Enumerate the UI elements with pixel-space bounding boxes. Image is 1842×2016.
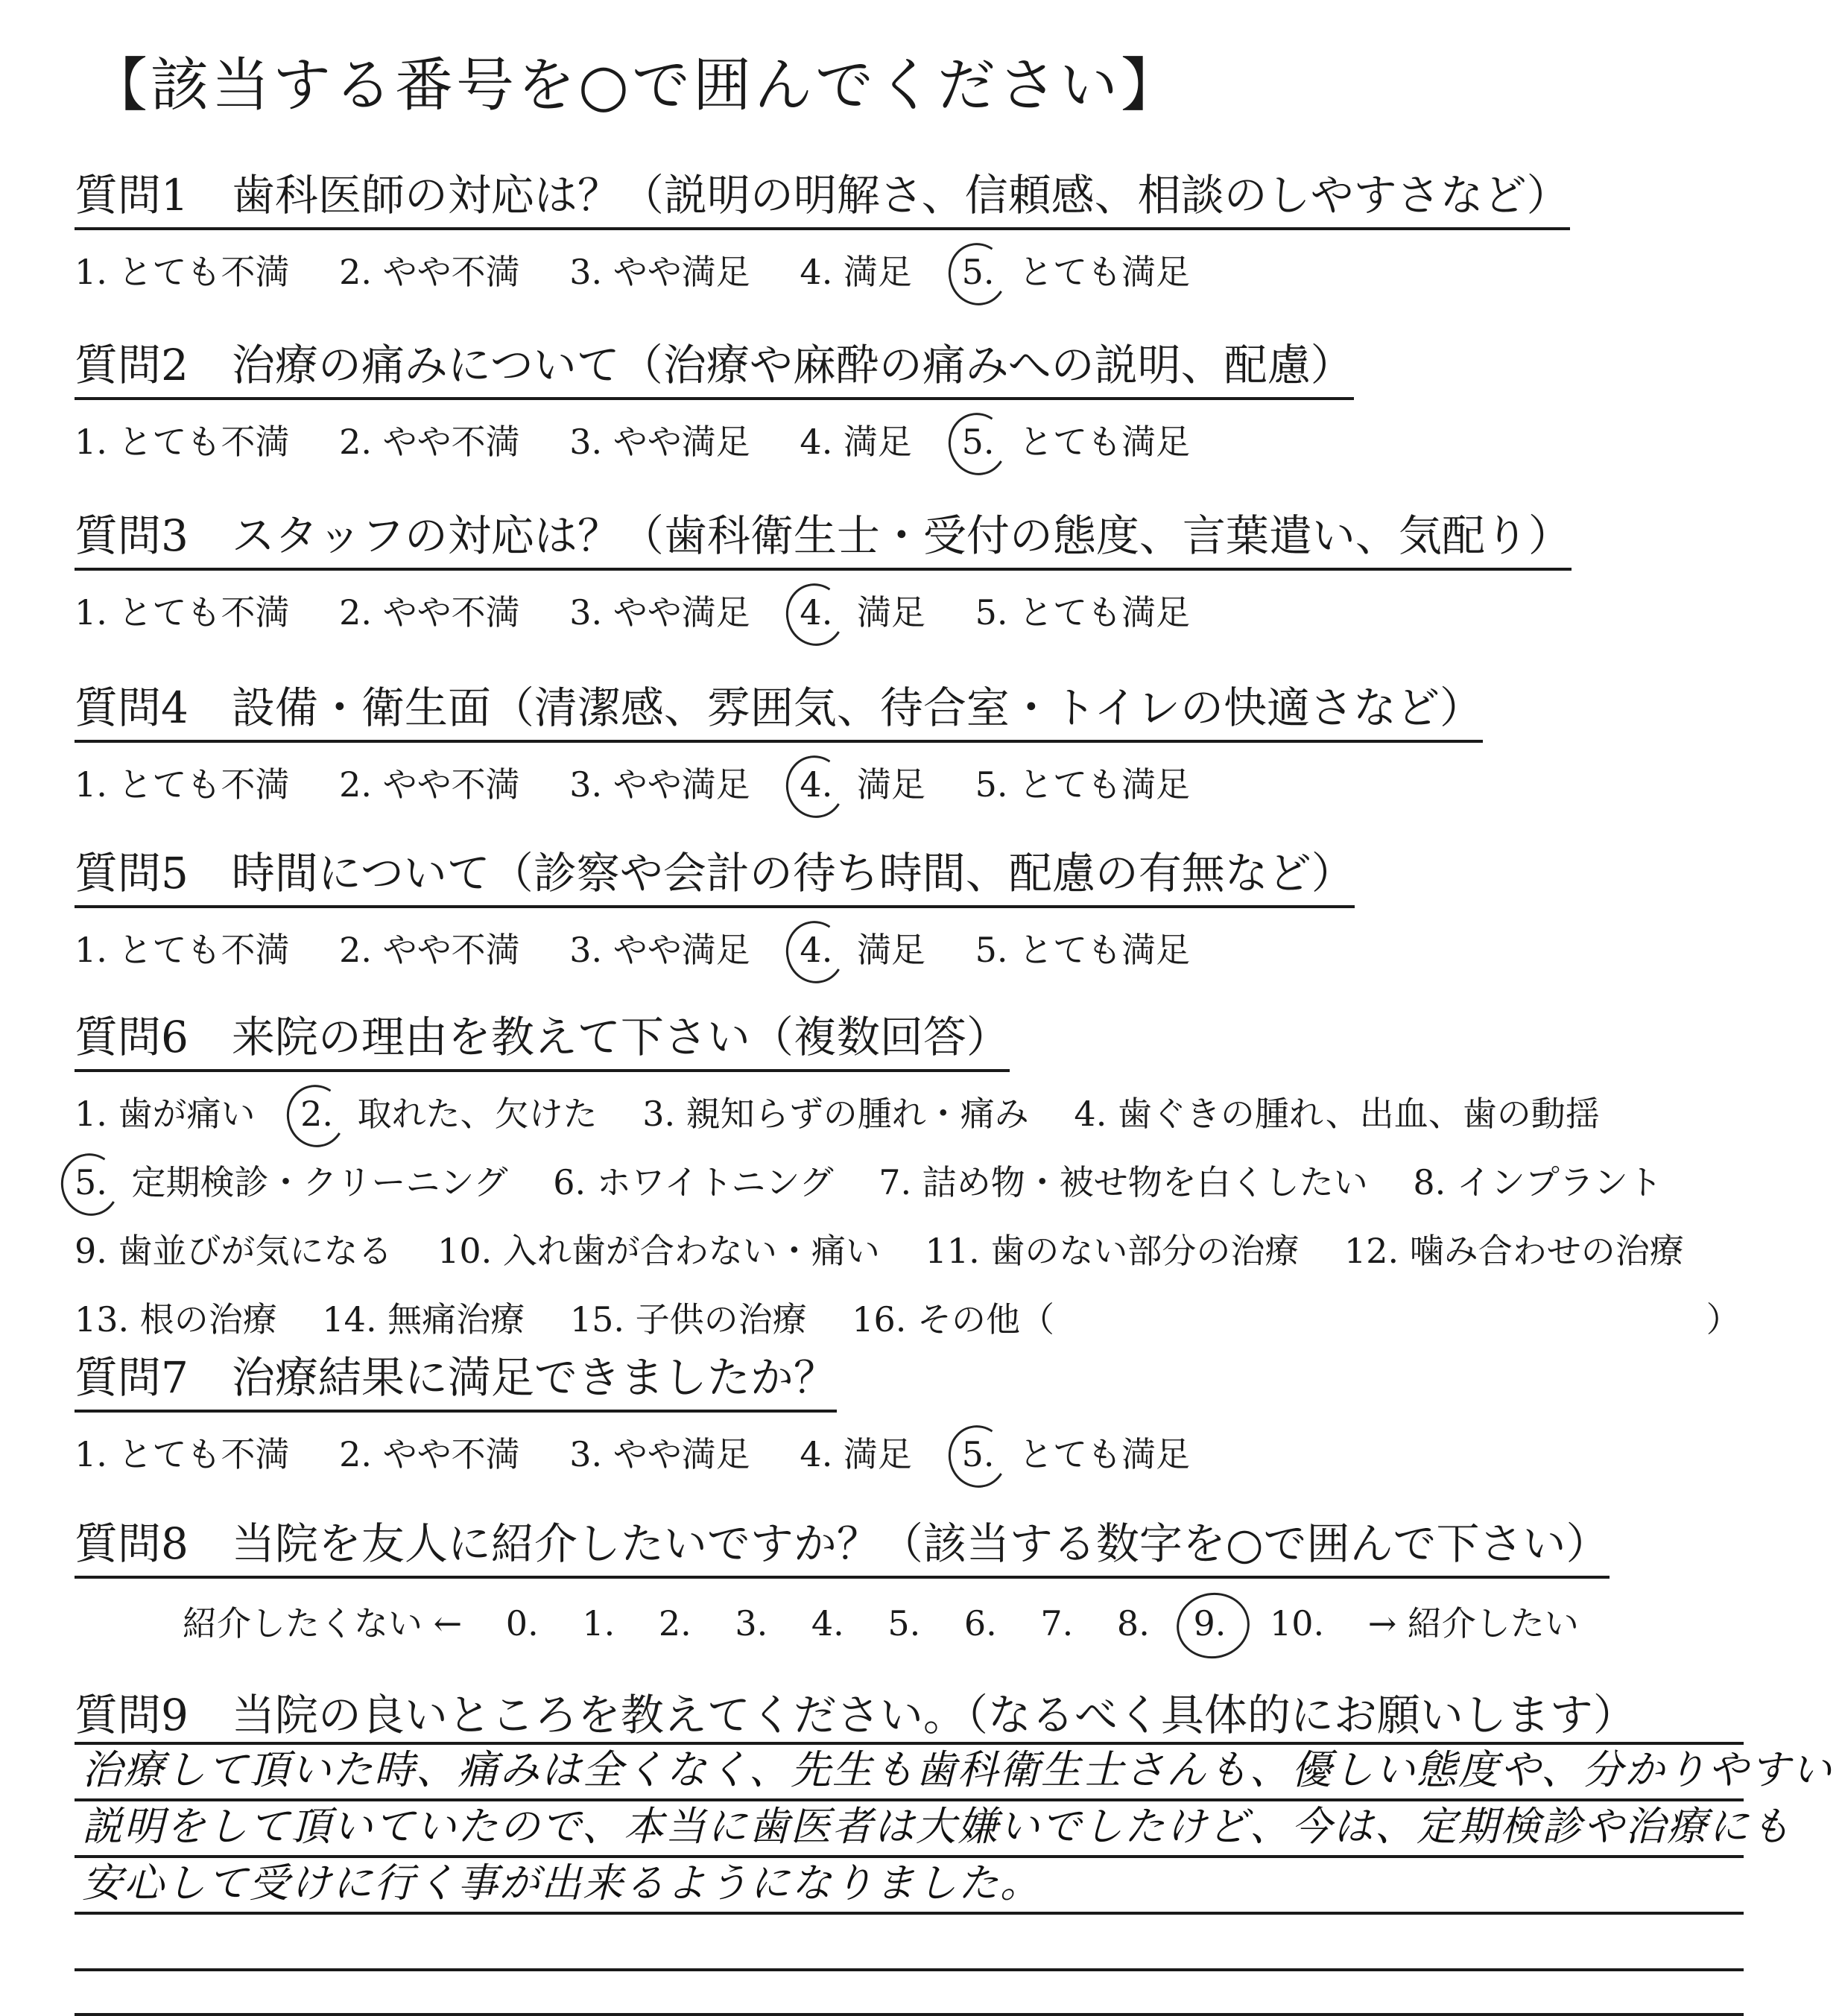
option-4-circled[interactable] — [800, 764, 832, 805]
question-4-options — [75, 758, 1483, 807]
scale-8[interactable]: 8. — [1116, 1603, 1150, 1643]
option-4-number: 4. — [800, 930, 833, 970]
reason-14[interactable]: 14. 無痛治療 — [322, 1299, 525, 1340]
question-8-title: 質問8 当院を友人に紹介したいですか？（該当する数字を○で囲んで下さい） — [75, 1509, 1610, 1579]
reason-5-label[interactable]: 定期検診・クリーニング — [131, 1162, 508, 1202]
question-9-answer-area[interactable] — [75, 1742, 1833, 2016]
reason-10[interactable]: 10. 入れ歯が合わない・痛い — [437, 1231, 880, 1271]
reason-4[interactable]: 4. 歯ぐきの腫れ、出血、歯の動揺 — [1074, 1094, 1600, 1134]
question-6-line-3 — [75, 1224, 1775, 1273]
reason-2-number: 2. — [300, 1094, 334, 1134]
answer-line-1 — [75, 1745, 1833, 1801]
scale-6[interactable]: 6. — [963, 1603, 997, 1643]
option-4-circled[interactable] — [800, 592, 832, 633]
answer-line-3 — [75, 1858, 1744, 1915]
reason-8[interactable]: 8. インプラント — [1413, 1162, 1662, 1202]
handwritten-text: 治療して頂いた時、痛みは全くなく、先生も歯科衛生士さんも、優しい態度や、分かりやすい — [82, 1746, 1833, 1793]
question-7-title: 質問7 治療結果に満足できましたか？ — [75, 1343, 837, 1413]
option-5[interactable]: 5. とても満足 — [975, 930, 1191, 970]
scale-9-circled[interactable]: 9. — [1193, 1603, 1227, 1643]
option-4-number: 4. — [800, 592, 833, 633]
option-4-number: 4. — [800, 764, 833, 805]
question-4-title: 質問4 設備・衛生面（清潔感、雰囲気、待合室・トイレの快適さなど） — [75, 673, 1483, 743]
reason-7[interactable]: 7. 詰め物・被せ物を白くしたい — [879, 1162, 1368, 1202]
question-3-options — [75, 586, 1572, 635]
reason-5-circled[interactable] — [75, 1162, 107, 1202]
scale-2[interactable]: 2. — [658, 1603, 691, 1643]
scale-3[interactable]: 3. — [735, 1603, 768, 1643]
option-5[interactable]: 5. とても満足 — [975, 764, 1191, 805]
option-5-label[interactable]: とても満足 — [1019, 1434, 1191, 1474]
page-title: 【該当する番号を○で囲んでください】 — [89, 52, 1183, 119]
reason-1[interactable]: 1. 歯が痛い — [75, 1094, 256, 1134]
question-1 — [75, 160, 1570, 294]
reason-12[interactable]: 12. 噛み合わせの治療 — [1343, 1231, 1684, 1271]
reason-13[interactable]: 13. 根の治療 — [75, 1299, 277, 1340]
answer-line-5 — [75, 1971, 1744, 2016]
option-5-label[interactable]: とても満足 — [1019, 422, 1191, 462]
option-4-label[interactable]: 満足 — [856, 592, 925, 633]
question-4 — [75, 673, 1483, 807]
option-5-circled[interactable] — [962, 252, 995, 292]
handwritten-text: 安心して受けに行く事が出来るようになりました。 — [82, 1860, 1042, 1906]
question-2 — [75, 330, 1354, 464]
option-1[interactable]: 1. とても不満 — [75, 1434, 290, 1474]
question-8 — [75, 1509, 1612, 1646]
option-4-circled[interactable] — [800, 930, 832, 970]
option-5-number: 5. — [961, 252, 995, 292]
question-1-options — [75, 245, 1570, 294]
option-2[interactable]: 2. やや不満 — [339, 252, 520, 292]
option-5-number: 5. — [961, 422, 995, 462]
question-2-options — [75, 415, 1354, 464]
reason-15[interactable]: 15. 子供の治療 — [569, 1299, 807, 1340]
scale-4[interactable]: 4. — [811, 1603, 844, 1643]
option-2[interactable]: 2. やや不満 — [339, 592, 520, 633]
option-5[interactable]: 5. とても満足 — [975, 592, 1191, 633]
question-2-title: 質問2 治療の痛みについて（治療や麻酔の痛みへの説明、配慮） — [75, 330, 1354, 400]
scale-left-label: 紹介したくない ← — [183, 1603, 463, 1643]
scale-1[interactable]: 1. — [582, 1603, 615, 1643]
question-6-title: 質問6 来院の理由を教えて下さい（複数回答） — [75, 1002, 1010, 1072]
answer-line-2 — [75, 1801, 1792, 1858]
reason-3[interactable]: 3. 親知らずの腫れ・痛み — [642, 1094, 1029, 1134]
reason-2-label[interactable]: 取れた、欠けた — [357, 1094, 598, 1134]
question-8-scale — [183, 1597, 1612, 1646]
option-1[interactable]: 1. とても不満 — [75, 592, 290, 633]
question-6-line-4 — [75, 1293, 1775, 1342]
scale-10[interactable]: 10. — [1269, 1603, 1325, 1643]
question-1-title: 質問1 歯科医師の対応は？（説明の明解さ、信頼感、相談のしやすさなど） — [75, 160, 1570, 230]
reason-11[interactable]: 11. 歯のない部分の治療 — [925, 1231, 1300, 1271]
question-3-title: 質問3 スタッフの対応は？（歯科衛生士・受付の態度、言葉遣い、気配り） — [75, 501, 1572, 571]
option-3[interactable]: 3. やや満足 — [569, 422, 750, 462]
question-5-title: 質問5 時間について（診察や会計の待ち時間、配慮の有無など） — [75, 838, 1355, 908]
handwritten-text: 説明をして頂いていたので、本当に歯医者は大嫌いでしたけど、今は、定期検診や治療にも — [82, 1803, 1792, 1850]
option-5-number: 5. — [961, 1434, 995, 1474]
option-3[interactable]: 3. やや満足 — [569, 764, 750, 805]
question-5 — [75, 838, 1355, 972]
option-1[interactable]: 1. とても不満 — [75, 252, 290, 292]
question-6-line-1 — [75, 1087, 1775, 1136]
option-1[interactable]: 1. とても不満 — [75, 422, 290, 462]
option-5-circled[interactable] — [962, 1434, 995, 1474]
question-9-title: 質問9 当院の良いところを教えてください。（なるべく具体的にお願いします） — [75, 1690, 1636, 1740]
option-3[interactable]: 3. やや満足 — [569, 930, 750, 970]
question-7-options — [75, 1427, 1229, 1477]
option-4[interactable]: 4. 満足 — [800, 252, 912, 292]
answer-line-4 — [75, 1915, 1744, 1971]
question-5-options — [75, 923, 1355, 972]
reason-16-close: ） — [1706, 1299, 1741, 1340]
reason-9[interactable]: 9. 歯並びが気になる — [75, 1231, 393, 1271]
option-4[interactable]: 4. 満足 — [800, 422, 912, 462]
scale-right-label: → 紹介したい — [1367, 1603, 1579, 1643]
question-7 — [75, 1343, 1229, 1477]
scale-5[interactable]: 5. — [887, 1603, 921, 1643]
scale-7[interactable]: 7. — [1040, 1603, 1074, 1643]
option-4[interactable]: 4. 満足 — [800, 1434, 912, 1474]
option-2[interactable]: 2. やや不満 — [339, 930, 520, 970]
option-3[interactable]: 3. やや満足 — [569, 252, 750, 292]
option-3[interactable]: 3. やや満足 — [569, 1434, 750, 1474]
option-2[interactable]: 2. やや不満 — [339, 1434, 520, 1474]
question-6 — [75, 1002, 1775, 1342]
reason-6[interactable]: 6. ホワイトニング — [553, 1162, 834, 1202]
question-9 — [75, 1680, 1636, 1747]
reason-2-circled[interactable] — [300, 1094, 333, 1134]
reason-16[interactable]: 16. その他（ — [852, 1299, 1054, 1340]
option-3[interactable]: 3. やや満足 — [569, 592, 750, 633]
reason-5-number: 5. — [75, 1162, 107, 1202]
option-5-circled[interactable] — [962, 422, 995, 462]
option-2[interactable]: 2. やや不満 — [339, 422, 520, 462]
option-4-label[interactable]: 満足 — [856, 930, 925, 970]
option-1[interactable]: 1. とても不満 — [75, 764, 290, 805]
option-1[interactable]: 1. とても不満 — [75, 930, 290, 970]
question-3 — [75, 501, 1572, 635]
option-5-label[interactable]: とても満足 — [1019, 252, 1191, 292]
option-2[interactable]: 2. やや不満 — [339, 764, 520, 805]
option-4-label[interactable]: 満足 — [856, 764, 925, 805]
scale-0[interactable]: 0. — [505, 1603, 539, 1643]
question-6-line-2 — [75, 1156, 1775, 1205]
